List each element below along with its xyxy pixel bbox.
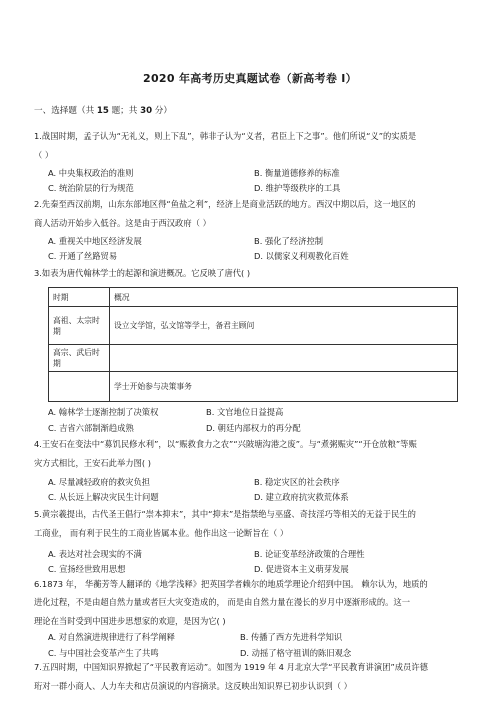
- table-row: [49, 372, 458, 402]
- section-count: 15: [96, 106, 109, 116]
- q1-option-a: A. 中央集权政治的准则: [48, 168, 134, 178]
- table-cell: 学士开始参与决策事务: [110, 372, 458, 402]
- table-header-cell: 时期: [49, 288, 110, 307]
- table-cell: 高宗、武后时期: [49, 345, 110, 372]
- q4-stem-line2: 灾方式相比，王安石此举力图( ): [34, 458, 151, 468]
- table-cell: 设立文学馆，弘文馆等学士，备君主顾问: [110, 307, 458, 345]
- q3-table: [48, 287, 458, 402]
- q3-option-b: B. 文官地位日益提高: [206, 407, 284, 417]
- q7-stem-line2: 珩对一群小商人、人力车夫和店员演说的内容摘录。这反映出知识界已初步认识到（ ）: [34, 681, 352, 691]
- q3-stem-line1: 3.如表为唐代翰林学士的起源和演进概况。它反映了唐代( ): [34, 268, 251, 278]
- q7-stem-line1: 7.五四时期，中国知识界掀起了“平民教育运动”。如图为 1919 年 4 月北京大学“平民教育讲演团”成员许德: [34, 662, 428, 672]
- q1-stem-line1: 1.战国时期，孟子认为“无礼义，则上下乱”，韩非子认为“义者，君臣上下之事”。他们所说“义”的实质是: [34, 131, 417, 141]
- q3-option-c: C. 吉省六部制渐趋成熟: [48, 423, 134, 433]
- q5-option-b: B. 论证变革经济政策的合理性: [254, 549, 365, 559]
- q6-stem-line2: 进化过程，不是由超自然力量或者巨大灾变造成的， 而是由自然力量在漫长的岁月中逐渐形成的。这一: [34, 597, 411, 607]
- section-heading: [34, 104, 172, 116]
- q1-option-c: C. 统治阶层的行为规范: [48, 183, 134, 193]
- section-points: 30: [140, 106, 153, 116]
- q3-option-a: A. 翰林学士逐渐控制了决策权: [48, 407, 159, 417]
- q6-option-c: C. 与中国社会变革产生了共鸣: [48, 648, 159, 658]
- q1-option-d: D. 维护等级秩序的工具: [254, 183, 341, 193]
- q5-option-d: D. 促进资本主义萌芽发展: [254, 564, 349, 574]
- table-row: [49, 345, 458, 372]
- q3-option-d: D. 朝廷内部权力的再分配: [206, 423, 301, 433]
- q4-option-d: D. 建立政府抗灾救荒体系: [254, 492, 349, 502]
- q1-stem-line2: （ ）: [34, 150, 54, 160]
- q4-option-a: A. 尽量减轻政府的救灾负担: [48, 477, 151, 487]
- q5-option-c: C. 宣扬经世致用思想: [48, 564, 126, 574]
- page-title: 2020 年高考历史真题试卷（新高考卷 Ⅰ）: [143, 72, 357, 85]
- q5-stem-line1: 5.黄宗羲提出，古代圣王倡行“崇本抑末”，其中“抑末”是指禁绝与巫盛、奇技淫巧等相关的无益于民生的: [34, 509, 416, 519]
- q2-option-b: B. 强化了经济控制: [254, 236, 324, 246]
- q5-option-a: A. 表达对社会现实的不满: [48, 549, 142, 559]
- q6-option-d: D. 动摇了格守祖训的陈旧观念: [240, 648, 352, 658]
- table-header-cell: 概况: [110, 288, 458, 307]
- q2-stem-line2: 商人活动开始步入低谷。这是由于西汉政府（ ）: [34, 218, 211, 228]
- q6-stem-line3: 理论在当时受到中国进步思想家的欢迎，是因为它( ): [34, 616, 226, 626]
- q4-option-c: C. 从长远上解决灾民生计问题: [48, 492, 159, 502]
- q2-option-d: D. 以儒家义利观教化百姓: [254, 251, 349, 261]
- q6-option-b: B. 传播了西方先进科学知识: [240, 632, 343, 642]
- table-cell: [110, 345, 458, 372]
- section-prefix: 一、选择题（共: [34, 106, 97, 116]
- section-mid: 题；共: [108, 106, 141, 116]
- q6-stem-line1: 6.1873 年， 华蘅芳等人翻译的《地学浅释》把英国学者赖尔的地质学理论介绍到中国。 赖尔认为，地质的: [34, 579, 428, 589]
- table-row: [49, 307, 458, 345]
- section-suffix: 分）: [152, 106, 172, 116]
- q4-option-b: B. 稳定灾区的社会秩序: [254, 477, 340, 487]
- table-cell: 高祖、太宗时期: [49, 307, 110, 345]
- table-cell: [49, 372, 110, 402]
- q1-option-b: B. 衡量道德修养的标准: [254, 168, 340, 178]
- q4-stem-line1: 4.王安石在变法中“募饥民修水利”，以“赈救食力之农”“兴陂塘沟港之废”。与“煮粥赈灾”“开仓放粮”等赈: [34, 439, 417, 449]
- q5-stem-line2: 工商业， 而有利于民生的工商业皆属本业。他作出这一论断旨在（ ）: [34, 528, 289, 538]
- q2-stem-line1: 2.先秦至西汉前期，山东东部地区得“鱼盐之利”，经济上是商业活跃的地方。西汉中期以后，这一地区的: [34, 199, 416, 209]
- q6-option-a: A. 对自然演进规律进行了科学阐释: [48, 632, 175, 642]
- q2-option-a: A. 重视关中地区经济发展: [48, 236, 142, 246]
- q2-option-c: C. 开通了丝路贸易: [48, 251, 118, 261]
- table-header-row: [49, 288, 458, 307]
